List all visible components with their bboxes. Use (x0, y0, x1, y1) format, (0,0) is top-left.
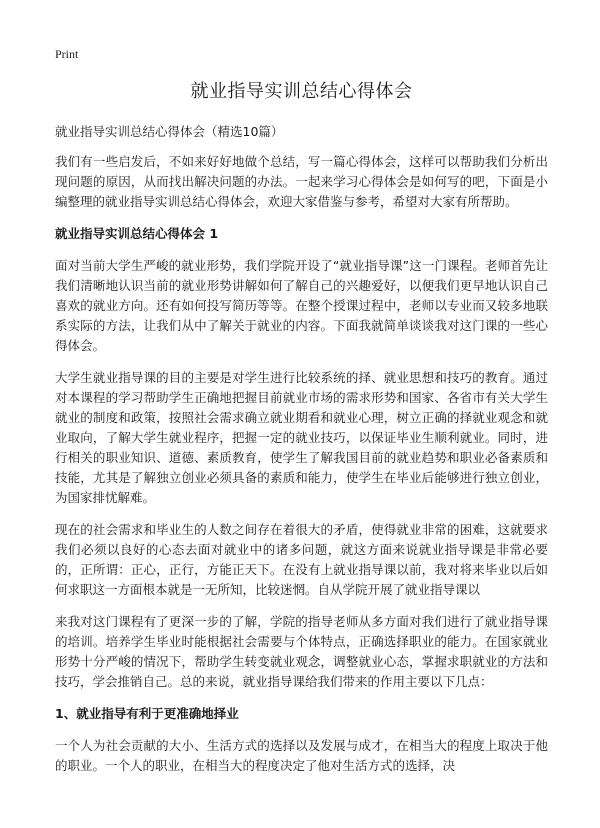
body-paragraph-1: 面对当前大学生严峻的就业形势，我们学院开设了“就业指导课”这一门课程。老师首先让我们清晰地认识当前的就业形势讲解如何了解自己的兴趣爱好，以便我们更早地认识自己喜欢的就业方向。还有如何投写简历等等。在整个授课过程中，老师以专业而又较多地联系实际的方法，让我们从中了解关于就业的内容。下面我就简单谈谈我对这门课的一些心得体会。 (55, 258, 548, 353)
point-paragraph: 一个人为社会贡献的大小、生活方式的选择以及发展与成才，在相当大的程度上取决于他的职业。一个人的职业，在相当大的程度决定了他对生活方式的选择，决 (55, 738, 548, 773)
intro-paragraph: 我们有一些启发后，不如来好好地做个总结，写一篇心得体会，这样可以帮助我们分析出现问题的原因，从而找出解决问题的办法。一起来学习心得体会是如何写的吧，下面是小编整理的就业指导实训总结心得体会，欢迎大家借鉴与参考，希望对大家有所帮助。 (55, 154, 548, 209)
body-paragraph-4: 来我对这门课程有了更深一步的了解，学院的指导老师从多方面对我们进行了就业指导课的培训。培养学生毕业时能根据社会需要与个体特点，正确选择职业的能力。在国家就业形势十分严峻的情况下，帮助学生转变就业观念，调整就业心态，掌握求职就业的方法和技巧，学会推销自己。总的来说，就业指导课给我们带来的作用主要以下几点： (55, 614, 548, 689)
page-title: 就业指导实训总结心得体会 (190, 81, 413, 102)
print-link[interactable]: Print (55, 47, 79, 61)
point-heading: 1、就业指导有利于更准确地择业 (55, 706, 239, 721)
body-paragraph-3: 现在的社会需求和毕业生的人数之间存在着很大的矛盾，使得就业非常的困难，这就要求我们必须以良好的心态去面对就业中的诸多问题，就这方面来说就业指导课是非常必要的，正所谓：正心，正行，方能正天下。在没有上就业指导课以前，我对将来毕业以后如何求职这一方面根本就是一无所知，比较迷惘。自从学院开展了就业指导课以 (55, 522, 548, 597)
body-paragraph-2: 大学生就业指导课的目的主要是对学生进行比较系统的择、就业思想和技巧的教育。通过对本课程的学习帮助学生正确地把握目前就业市场的需求形势和国家、各省市有关大学生就业的制度和政策，按照社会需求确立就业期看和就业心理，树立正确的择就业观念和就业取向，了解大学生就业程序，把握一定的就业技巧，以保证毕业生顺利就业。同时，进行相关的职业知识、道德、素质教育，使学生了解我国目前的就业趋势和职业必备素质和技能，尤其是了解独立创业必须具备的素质和能力，使学生在毕业后能够进行独立创业，为国家排忧解难。 (55, 370, 548, 505)
section-heading: 就业指导实训总结心得体会 1 (55, 226, 219, 241)
document-subtitle: 就业指导实训总结心得体会（精选10篇） (55, 124, 284, 139)
